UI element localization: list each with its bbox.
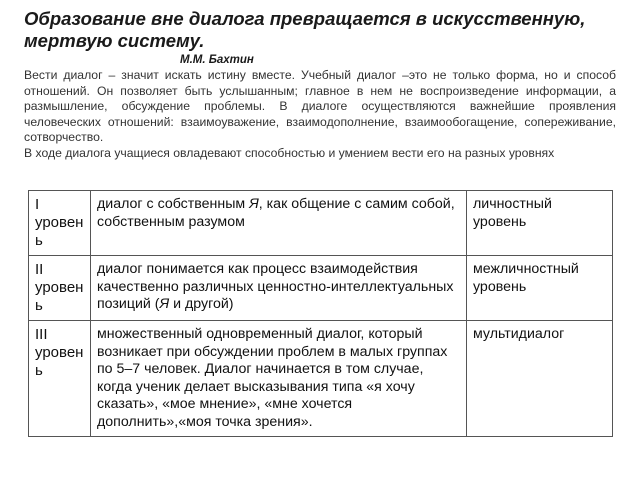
description-italic: Я bbox=[159, 296, 170, 312]
table-row bbox=[29, 256, 613, 321]
description-italic: Я bbox=[249, 196, 259, 212]
page-title: Образование вне диалога превращается в искусственную, мертвую систему. bbox=[24, 8, 586, 51]
level-cell: I уровень bbox=[29, 191, 91, 256]
description-text: множественный одновременный диалог, который возникает при обсуждении проблем в малых группах по 5–7 человек. Диалог начинается в том случае, когда ученик делает высказывания типа «я хочу сказать», «мое мнение», «мне хочется дополнить»,«моя точка зрения». bbox=[97, 326, 448, 430]
intro-text bbox=[24, 68, 616, 161]
description-text: , как общение с самим собой, собственным разумом bbox=[97, 196, 455, 230]
level-cell: II уровень bbox=[29, 256, 91, 321]
table-row bbox=[29, 321, 613, 437]
dialogue-levels-table bbox=[28, 190, 613, 437]
type-cell: мультидиалог bbox=[467, 321, 613, 437]
intro-paragraph-2: В ходе диалога учащиеся овладевают способностью и умением вести его на разных уровнях bbox=[24, 145, 555, 160]
description-cell bbox=[91, 321, 467, 437]
description-text: диалог с собственным bbox=[97, 196, 250, 212]
description-text: и другой) bbox=[169, 296, 234, 312]
description-text: диалог понимается как процесс взаимодействия качественно различных ценностно-интеллектуальных позиций ( bbox=[97, 261, 454, 312]
quote-author: М.М. Бахтин bbox=[180, 54, 254, 66]
description-cell bbox=[91, 256, 467, 321]
table-row bbox=[29, 191, 613, 256]
description-cell bbox=[91, 191, 467, 256]
type-cell: межличностный уровень bbox=[467, 256, 613, 321]
intro-paragraph-1: Вести диалог – значит искать истину вместе. Учебный диалог –это не только форма, но и способ отношений. Он позволяет быть услышанным; главное в нем не воспроизведение информации, а размышление, обсуждение проблемы. В диалоге осуществляются важнейшие проявления человеческих отношений: взаимоуважение, взаимодополнение, взаимообогащение, сопереживание, сотворчество. bbox=[24, 68, 616, 144]
type-cell: личностный уровень bbox=[467, 191, 613, 256]
level-cell: III уровень bbox=[29, 321, 91, 437]
